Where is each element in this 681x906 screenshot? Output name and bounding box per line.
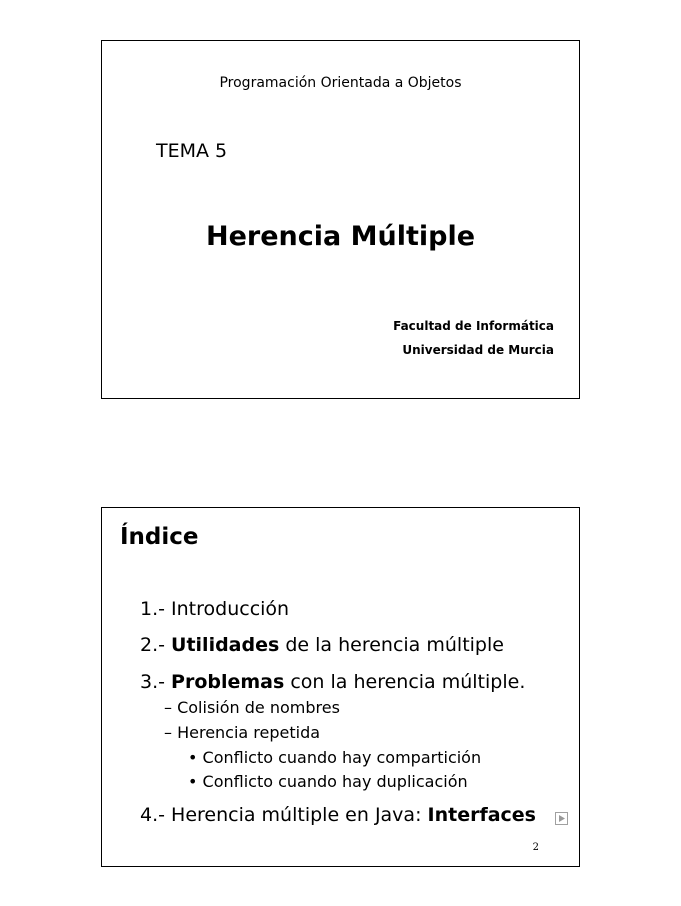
- index-item-1: [140, 598, 289, 620]
- play-arrow-icon-glyph: [556, 813, 567, 824]
- topic-number: TEMA 5: [156, 140, 228, 162]
- item-keyword: Utilidades: [171, 634, 280, 656]
- item-number: 4.-: [140, 804, 172, 826]
- faculty-name: Facultad de Informática: [393, 319, 554, 333]
- item-number: 2.-: [140, 634, 172, 656]
- item-number: 3.-: [140, 671, 172, 693]
- item-number: 1.-: [140, 598, 172, 620]
- sub-sub-item-sharing: • Conflicto cuando hay compartición: [188, 748, 482, 767]
- slide-2: [101, 507, 580, 867]
- item-keyword: Problemas: [171, 671, 285, 693]
- index-item-2: [140, 634, 504, 656]
- index-item-3: [140, 671, 525, 693]
- slide-title: Herencia Múltiple: [205, 221, 476, 252]
- slide-1: [101, 40, 580, 399]
- index-item-4: [140, 804, 536, 826]
- item-text: con la herencia múltiple.: [284, 671, 526, 693]
- sub-item-repeated-inheritance: – Herencia repetida: [164, 723, 321, 742]
- university-name: Universidad de Murcia: [402, 343, 554, 357]
- course-name: Programación Orientada a Objetos: [219, 75, 462, 91]
- page-number: 2: [532, 842, 539, 853]
- sub-item-name-collision: – Colisión de nombres: [164, 698, 340, 717]
- play-arrow-shape: [559, 815, 565, 822]
- item-text: Herencia múltiple en Java:: [171, 804, 428, 826]
- item-text: Introducción: [171, 598, 290, 620]
- play-arrow-icon[interactable]: [555, 812, 568, 825]
- item-text: de la herencia múltiple: [279, 634, 504, 656]
- sub-sub-item-duplication: • Conflicto cuando hay duplicación: [188, 772, 468, 791]
- item-keyword: Interfaces: [427, 804, 536, 826]
- index-title: Índice: [120, 524, 199, 550]
